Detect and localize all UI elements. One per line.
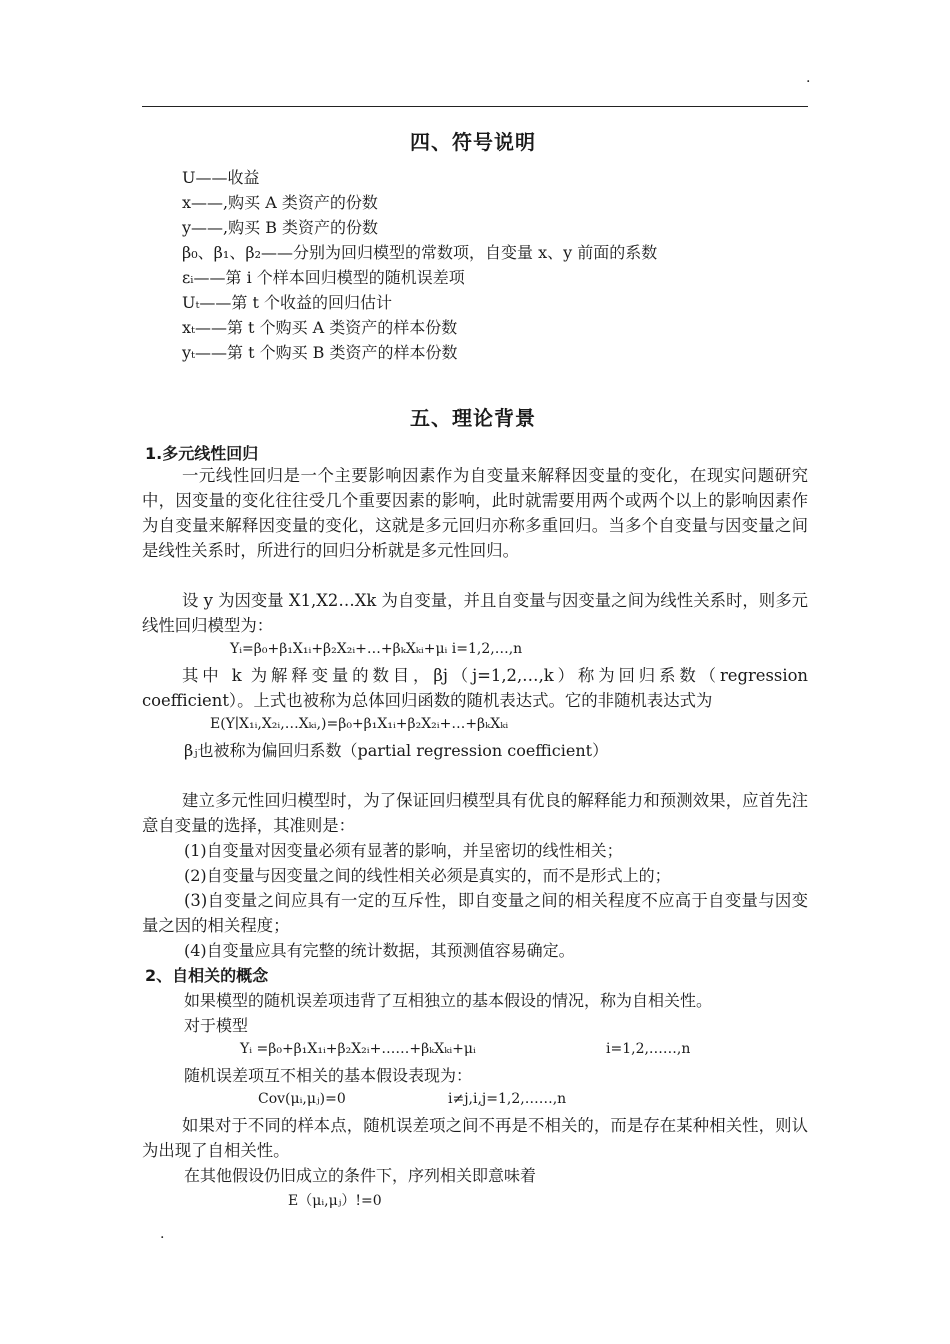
subsection-heading: 2、自相关的概念	[145, 966, 269, 985]
formula-range: i=1,2,……,n	[606, 1041, 691, 1057]
header-rule	[142, 106, 808, 107]
section-4-title: 四、符号说明	[410, 130, 536, 154]
subsection-heading: 1.多元线性回归	[145, 444, 259, 463]
rule-item: (4)自变量应具有完整的统计数据，其预测值容易确定。	[184, 941, 575, 960]
footer-dot: .	[160, 1226, 165, 1242]
paragraph: 如果模型的随机误差项违背了互相独立的基本假设的情况，称为自相关性。	[184, 991, 713, 1010]
section-5-title: 五、理论背景	[410, 406, 536, 430]
rule-item: (2)自变量与因变量之间的线性相关必须是真实的，而不是形式上的；	[184, 866, 671, 885]
paragraph: βⱼ也被称为偏回归系数（partial regression coefficient）	[184, 741, 609, 760]
symbol-item: Uₜ——第 t 个收益的回归估计	[182, 293, 393, 312]
formula: Cov(μᵢ,μⱼ)=0	[258, 1091, 346, 1107]
symbol-item: εᵢ——第 i 个样本回归模型的随机误差项	[182, 268, 465, 287]
header-dot: .	[806, 70, 811, 86]
rule-item: (3)自变量之间应具有一定的互斥性，即自变量之间的相关程度不应高于自变量与因变量之因的相关程度；	[142, 891, 808, 935]
symbol-item: xₜ——第 t 个购买 A 类资产的样本份数	[182, 318, 458, 337]
symbol-item: U——收益	[182, 168, 260, 187]
paragraph: 一元线性回归是一个主要影响因素作为自变量来解释因变量的变化，在现实问题研究中，因变量的变化往往受几个重要因素的影响，此时就需要用两个或两个以上的影响因素作为自变量来解释因变量的变化，这就是多元回归亦称多重回归。当多个自变量与因变量之间是线性关系时，所进行的回归分析就是多元性回归。	[142, 466, 808, 560]
paragraph: 随机误差项互不相关的基本假设表现为：	[184, 1066, 473, 1085]
formula: Yᵢ=β₀+β₁X₁ᵢ+β₂X₂ᵢ+…+βₖXₖᵢ+μᵢ i=1,2,…,n	[230, 641, 523, 657]
symbol-item: y——,购买 B 类资产的份数	[182, 218, 379, 237]
formula: Yᵢ =β₀+β₁X₁ᵢ+β₂X₂ᵢ+……+βₖXₖᵢ+μᵢ	[240, 1041, 476, 1057]
paragraph: 对于模型	[184, 1016, 249, 1035]
symbol-item: x——,购买 A 类资产的份数	[182, 193, 378, 212]
paragraph: 建立多元性回归模型时，为了保证回归模型具有优良的解释能力和预测效果，应首先注意自变量的选择，其准则是：	[142, 791, 808, 835]
symbol-item: β₀、β₁、β₂——分别为回归模型的常数项，自变量 x、y 前面的系数	[182, 243, 658, 262]
formula: E（μᵢ,μⱼ）!=0	[288, 1193, 382, 1209]
formula-condition: i≠j,i,j=1,2,……,n	[448, 1091, 567, 1107]
formula: E(Y∣X₁ᵢ,X₂ᵢ,…Xₖᵢ,)=β₀+β₁X₁ᵢ+β₂X₂ᵢ+…+βₖXₖᵢ	[210, 716, 509, 732]
paragraph: 设 y 为因变量 X1,X2…Xk 为自变量，并且自变量与因变量之间为线性关系时，则多元线性回归模型为：	[142, 591, 808, 635]
rule-item: (1)自变量对因变量必须有显著的影响，并呈密切的线性相关；	[184, 841, 623, 860]
paragraph: 在其他假设仍旧成立的条件下，序列相关即意味着	[184, 1166, 537, 1185]
paragraph: 如果对于不同的样本点，随机误差项之间不再是不相关的，而是存在某种相关性，则认为出现了自相关性。	[142, 1116, 808, 1160]
symbol-item: yₜ——第 t 个购买 B 类资产的样本份数	[182, 343, 458, 362]
paragraph: 其中 k 为解释变量的数目，βj（j=1,2,…,k）称为回归系数（regression coefficient）。上式也被称为总体回归函数的随机表达式。它的非随机表达式为	[142, 666, 808, 710]
